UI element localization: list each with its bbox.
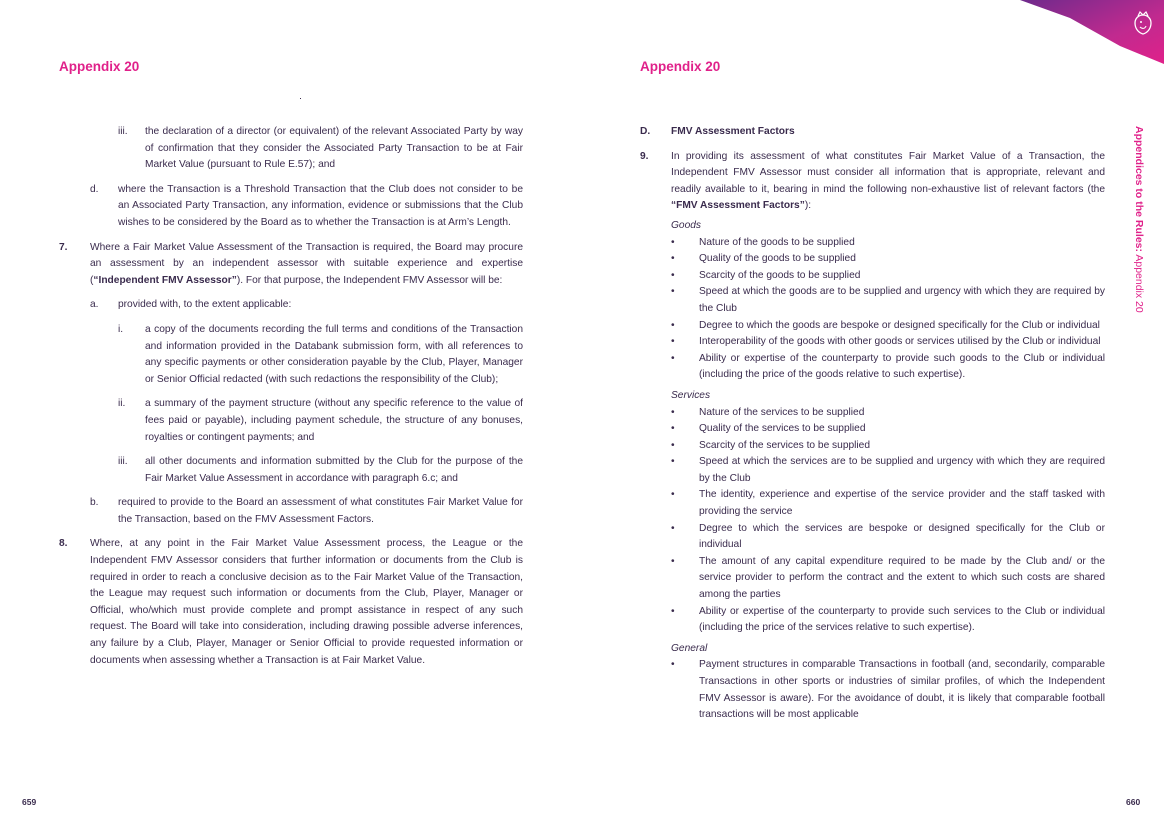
list-item: • Scarcity of the services to be supplied	[671, 439, 871, 451]
list-item: • Payment structures in comparable Transactions in football (and, secondarily, comparable Transactions in other sports or industries of similar profiles, of which the Independent FMV Assessor is aware). For the avoidance of doubt, it is likely that comparable football transactions will be most applicable	[671, 659, 1105, 721]
page-number-left: 659	[22, 797, 37, 807]
left-page-title: Appendix 20	[59, 59, 140, 74]
side-tab-label: Appendices to the Rules: Appendix 20	[1133, 126, 1145, 313]
paragraph-8: 8. Where, at any point in the Fair Market Value Assessment process, the League or the Independent FMV Assessor considers that further information or documents from the Club is required in order to reach a conclusive decision as to the Fair Market Value of the Transaction, the League may request such information or documents from the Club, Player, Manager or Official, who/which must provide complete and prompt assistance in respect of any such request. The Board will take into consideration, including drawing possible adverse inferences, any failure by a Club, Player, Manager or Senior Official to provide requested information or documents when assessing whether a Transaction is at Fair Market Value.	[59, 538, 523, 666]
list-item: a. provided with, to the extent applicable:	[90, 299, 292, 311]
list-item: • Nature of the goods to be supplied	[671, 236, 855, 248]
section-heading: D. FMV Assessment Factors	[640, 126, 795, 137]
list-item: iii. the declaration of a director (or equivalent) of the relevant Associated Party by way of confirmation that they consider the Associated Party Transaction to be at Fair Market Value (pursuant to Rule E.57); and	[118, 126, 523, 171]
list-item: • Speed at which the goods are to be supplied and urgency with which they are required by the Club	[671, 286, 1105, 314]
list-item: • The amount of any capital expenditure required to be made by the Club and/ or the service provider to perform the contract and the extent to which such costs are shared among the parties	[671, 555, 1105, 601]
list-item: • Quality of the goods to be supplied	[671, 253, 856, 265]
right-page	[582, 0, 1164, 825]
list-item: d. where the Transaction is a Threshold Transaction that the Club does not consider to be an Associated Party Transaction, any information, evidence or submissions that the Club wishes to be considered by the Board as to whether the Transaction is at Arm’s Length.	[90, 183, 523, 228]
right-body	[640, 124, 1105, 728]
corner-banner	[1000, 0, 1164, 66]
services-list	[640, 405, 1105, 637]
paragraph-7: 7. Where a Fair Market Value Assessment of the Transaction is required, the Board may procure an assessment by an independent assessor with suitable experience and expertise (“Independent FMV Assessor”). For that purpose, the Independent FMV Assessor will be:	[59, 241, 523, 286]
list-item: ii. a summary of the payment structure (without any specific reference to the value of fees paid or payable), including payment schedule, the structure of any bonuses, royalties or contingent payments; and	[118, 398, 523, 443]
list-item: • Quality of the services to be supplied	[671, 423, 866, 435]
paragraph-9: 9. In providing its assessment of what constitutes Fair Market Value of a Transaction, the Independent FMV Assessor must consider all information that is appropriate, relevant and readily available to it, bearing in mind the following non-exhaustive list of relevant factors (the “FMV Assessment Factors”):	[640, 150, 1105, 212]
stray-dot	[300, 98, 301, 99]
list-item: • Speed at which the services are to be supplied and urgency with which they are required by the Club	[671, 456, 1105, 484]
goods-list	[640, 235, 1105, 384]
page-number-right: 660	[1126, 797, 1141, 807]
list-item: • Ability or expertise of the counterparty to provide such goods to the Club or individual (including the price of the goods relative to such expertise).	[671, 352, 1105, 381]
list-item: b. required to provide to the Board an assessment of what constitutes Fair Market Value for the Transaction, based on the FMV Assessment Factors.	[90, 497, 523, 525]
list-item: • Degree to which the goods are bespoke or designed specifically for the Club or individual	[671, 319, 1100, 331]
subheading-general: General	[671, 642, 708, 654]
list-item: • Interoperability of the goods with other goods or services utilised by the Club or individual	[671, 336, 1101, 348]
right-page-title: Appendix 20	[640, 59, 721, 74]
left-body	[59, 124, 523, 677]
list-item: • Degree to which the services are bespoke or designed specifically for the Club or individual	[671, 522, 1105, 551]
list-item: • Scarcity of the goods to be supplied	[671, 269, 861, 281]
list-item: • Ability or expertise of the counterparty to provide such services to the Club or individual (including the price of the services relative to such expertise).	[671, 605, 1105, 634]
subheading-services: Services	[671, 389, 711, 401]
subheading-goods: Goods	[671, 219, 702, 231]
general-list	[640, 657, 1105, 723]
list-item: • Nature of the services to be supplied	[671, 406, 865, 418]
list-item: iii. all other documents and information submitted by the Club for the purpose of the Fair Market Value Assessment in accordance with paragraph 6.c; and	[118, 456, 523, 484]
list-item: i. a copy of the documents recording the full terms and conditions of the Transaction and information provided in the Databank submission form, with all references to any specific payments or other consideration payable by the Club, Player, Manager or Senior Official redacted (with such redactions the responsibility of the Club);	[118, 323, 523, 385]
list-item: • The identity, experience and expertise of the service provider and the staff tasked with providing the service	[671, 489, 1105, 518]
